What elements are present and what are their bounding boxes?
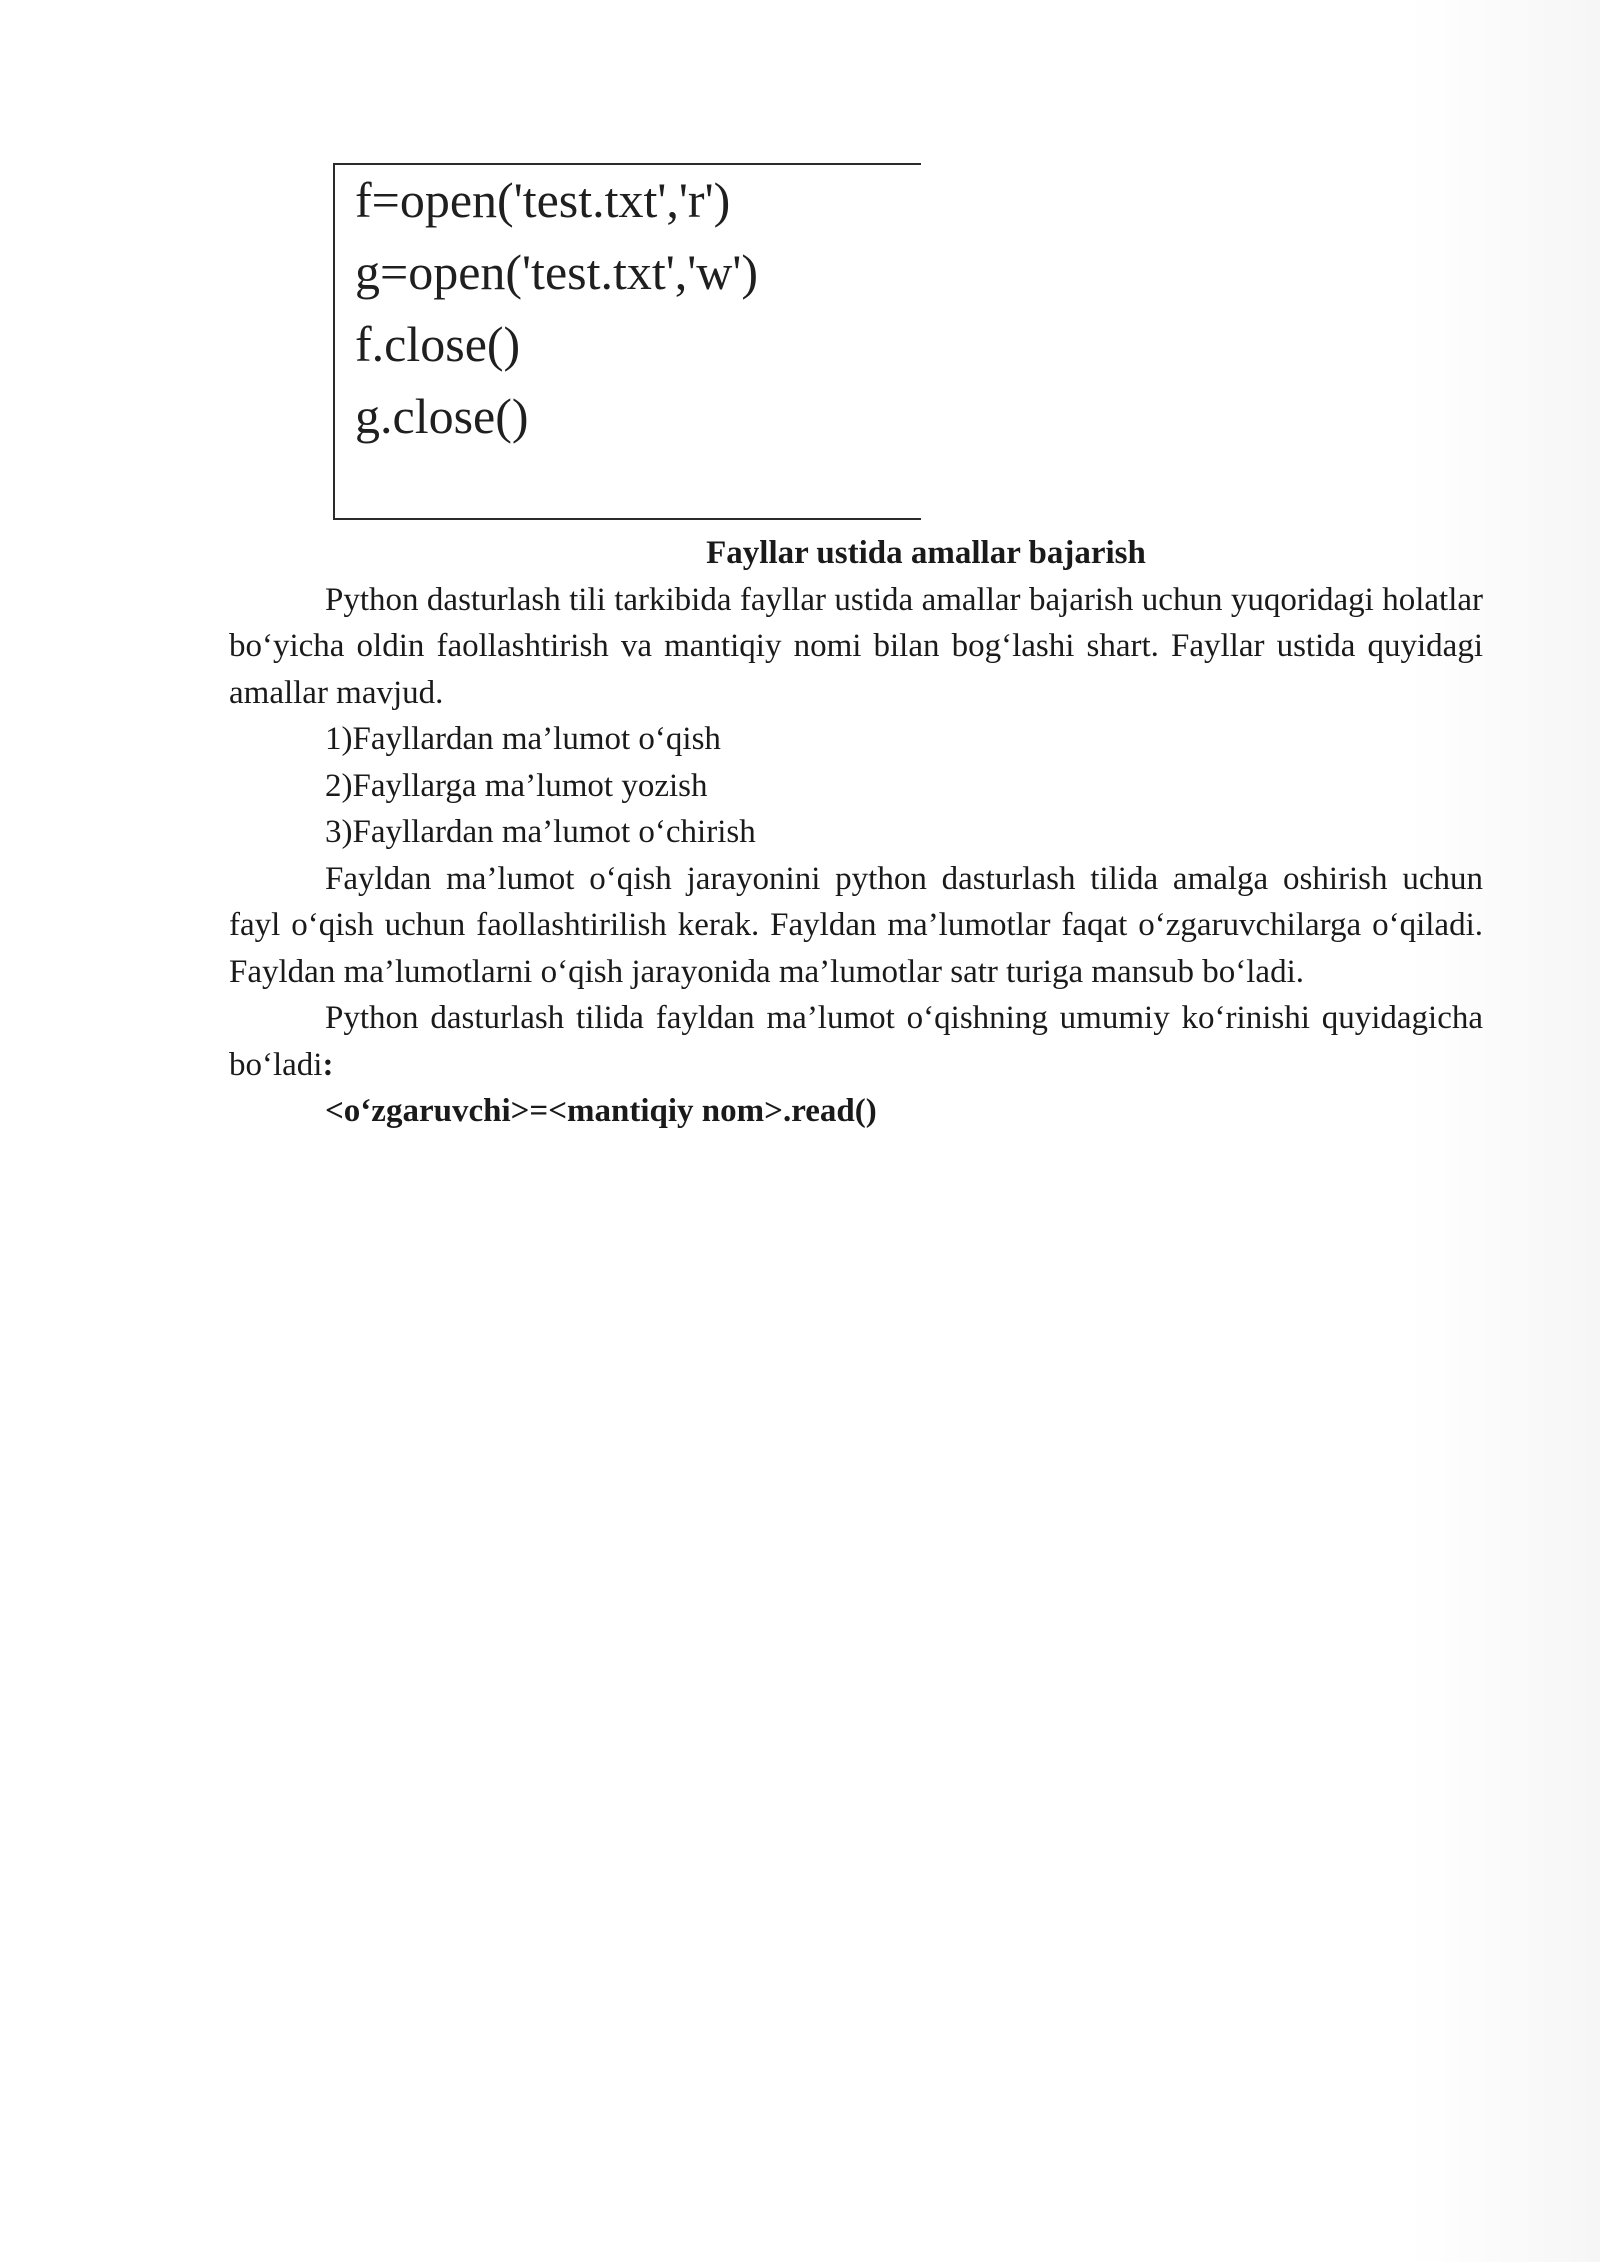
syntax-line: <o‘zgaruvchi>=<mantiqiy nom>.read() [325,1093,877,1129]
figure-caption: Fayllar ustida amallar bajarish [706,535,1146,571]
paragraph: Python dasturlash tili tarkibida fayllar ustida amallar bajarish uchun yuqoridagi holatlar bo‘yicha oldin faollashtirish va mantiqiy nomi bilan bog‘lashi shart. Fayllar ustida quyidagi amallar mavjud. [229,581,1483,711]
paragraph: Fayldan ma’lumot o‘qish jarayonini python dasturlash tilida amalga oshirish uchun fayl o‘qish uchun faollashtirilish kerak. Fayldan ma’lumotlar faqat o‘zgaruvchilarga o‘qiladi. Fayldan ma’lumotlarni o‘qish jarayonida ma’lumotlar satr turiga mansub bo‘ladi. [229,860,1483,990]
list-item: 2)Fayllarga ma’lumot yozish [325,767,708,804]
code-figure [333,163,921,520]
code-line: f=open('test.txt','r') [355,172,731,228]
list-item: 1)Fayllardan ma’lumot o‘qish [325,721,721,757]
paragraph-text: Python dasturlash tilida fayldan ma’lumot o‘qishning umumiy ko‘rinishi quyidagicha bo‘ladi [229,1000,1483,1083]
code-line: g.close() [355,388,529,444]
paragraph-colon: : [322,1046,334,1083]
code-line: f.close() [355,316,521,372]
paragraph [229,995,1483,1088]
body-text [229,530,1483,1135]
list-item: 3)Fayllardan ma’lumot o‘chirish [325,814,756,850]
code-line: g=open('test.txt','w') [355,244,759,300]
